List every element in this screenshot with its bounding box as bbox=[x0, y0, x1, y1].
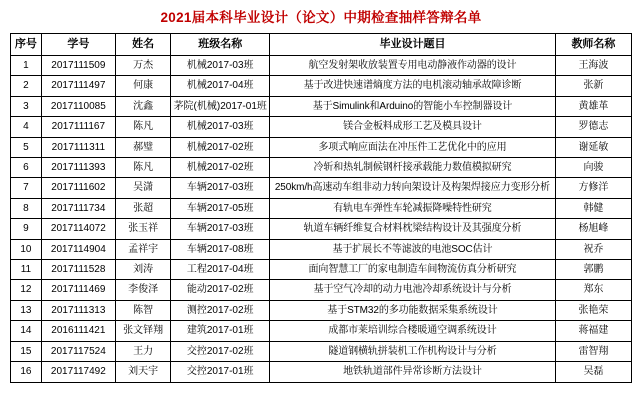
table-row bbox=[11, 76, 632, 96]
cell-class: 机械2017-03班 bbox=[171, 56, 270, 76]
cell-name: 郝璧 bbox=[115, 137, 171, 157]
column-header-teacher: 教师名称 bbox=[555, 34, 631, 56]
cell-index: 8 bbox=[11, 198, 42, 218]
column-header-class: 班级名称 bbox=[171, 34, 270, 56]
table-row bbox=[11, 260, 632, 280]
cell-teacher: 郭鹏 bbox=[555, 260, 631, 280]
cell-name: 陈智 bbox=[115, 300, 171, 320]
cell-topic: 基于Simulink和Arduino的智能小车控制器设计 bbox=[270, 96, 556, 116]
table-row bbox=[11, 362, 632, 382]
cell-topic: 成都市莱培训综合楼暖通空调系统设计 bbox=[270, 321, 556, 341]
cell-index: 4 bbox=[11, 117, 42, 137]
table-row bbox=[11, 137, 632, 157]
cell-teacher: 吴磊 bbox=[555, 362, 631, 382]
table-row bbox=[11, 280, 632, 300]
cell-index: 14 bbox=[11, 321, 42, 341]
cell-class: 机械2017-04班 bbox=[171, 76, 270, 96]
cell-teacher: 祝乔 bbox=[555, 239, 631, 259]
cell-teacher: 黄雄革 bbox=[555, 96, 631, 116]
cell-topic: 基于空气冷却的动力电池冷却系统设计与分析 bbox=[270, 280, 556, 300]
cell-topic: 冷斩和热轧制候钢杆接承载能力数值模拟研究 bbox=[270, 158, 556, 178]
cell-name: 刘天宇 bbox=[115, 362, 171, 382]
cell-index: 11 bbox=[11, 260, 42, 280]
cell-class: 交控2017-02班 bbox=[171, 341, 270, 361]
page-title: 2021届本科毕业设计（论文）中期检查抽样答辩名单 bbox=[160, 10, 482, 25]
table-row bbox=[11, 178, 632, 198]
cell-teacher: 郑东 bbox=[555, 280, 631, 300]
cell-student-id: 2017111313 bbox=[41, 300, 115, 320]
table-row bbox=[11, 239, 632, 259]
cell-index: 9 bbox=[11, 219, 42, 239]
cell-student-id: 2017111602 bbox=[41, 178, 115, 198]
cell-teacher: 王海波 bbox=[555, 56, 631, 76]
cell-topic: 地铁轨道部件异常诊断方法设计 bbox=[270, 362, 556, 382]
cell-teacher: 蒋福建 bbox=[555, 321, 631, 341]
cell-teacher: 方修洋 bbox=[555, 178, 631, 198]
table-row bbox=[11, 56, 632, 76]
table-row bbox=[11, 117, 632, 137]
cell-index: 16 bbox=[11, 362, 42, 382]
cell-student-id: 2017111393 bbox=[41, 158, 115, 178]
cell-student-id: 2017110085 bbox=[41, 96, 115, 116]
cell-teacher: 张艳荣 bbox=[555, 300, 631, 320]
cell-class: 机械2017-02班 bbox=[171, 158, 270, 178]
cell-name: 张玉祥 bbox=[115, 219, 171, 239]
cell-name: 李俊泽 bbox=[115, 280, 171, 300]
cell-topic: 面向智慧工厂的家电制造车间物流仿真分析研究 bbox=[270, 260, 556, 280]
column-header-name: 姓名 bbox=[115, 34, 171, 56]
table-row bbox=[11, 341, 632, 361]
cell-teacher: 向骏 bbox=[555, 158, 631, 178]
cell-teacher: 杨旭峰 bbox=[555, 219, 631, 239]
table-row bbox=[11, 198, 632, 218]
cell-topic: 基于STM32的多功能数据采集系统设计 bbox=[270, 300, 556, 320]
cell-class: 建筑2017-01班 bbox=[171, 321, 270, 341]
cell-index: 3 bbox=[11, 96, 42, 116]
cell-student-id: 2017111311 bbox=[41, 137, 115, 157]
cell-topic: 镁合金板料成形工艺及模具设计 bbox=[270, 117, 556, 137]
cell-topic: 250km/h高速动车组非动力转向架设计及构架焊接应力变形分析 bbox=[270, 178, 556, 198]
cell-index: 7 bbox=[11, 178, 42, 198]
cell-topic: 有轨电车弹性车轮减振降噪特性研究 bbox=[270, 198, 556, 218]
cell-student-id: 2017111469 bbox=[41, 280, 115, 300]
cell-class: 交控2017-01班 bbox=[171, 362, 270, 382]
cell-student-id: 2017111509 bbox=[41, 56, 115, 76]
cell-teacher: 张新 bbox=[555, 76, 631, 96]
cell-name: 吴潇 bbox=[115, 178, 171, 198]
cell-teacher: 韩健 bbox=[555, 198, 631, 218]
cell-name: 张文铎翔 bbox=[115, 321, 171, 341]
cell-topic: 基于改进快速谱熵度方法的电机滚动轴承故障诊断 bbox=[270, 76, 556, 96]
cell-topic: 基于扩展长不等滤波的电池SOC估计 bbox=[270, 239, 556, 259]
cell-name: 孟祥宇 bbox=[115, 239, 171, 259]
table-row bbox=[11, 219, 632, 239]
cell-index: 2 bbox=[11, 76, 42, 96]
cell-index: 10 bbox=[11, 239, 42, 259]
cell-name: 万杰 bbox=[115, 56, 171, 76]
cell-student-id: 2017114072 bbox=[41, 219, 115, 239]
column-header-index: 序号 bbox=[11, 34, 42, 56]
column-header-topic: 毕业设计题目 bbox=[270, 34, 556, 56]
cell-topic: 隧道钢横轨拼装机工作机构设计与分析 bbox=[270, 341, 556, 361]
cell-topic: 轨道车辆纤维复合材料枕梁结构设计及其强度分析 bbox=[270, 219, 556, 239]
cell-name: 沈鑫 bbox=[115, 96, 171, 116]
table-row bbox=[11, 300, 632, 320]
cell-index: 15 bbox=[11, 341, 42, 361]
cell-student-id: 2017114904 bbox=[41, 239, 115, 259]
cell-student-id: 2017111734 bbox=[41, 198, 115, 218]
table-header-row bbox=[11, 34, 632, 56]
cell-index: 5 bbox=[11, 137, 42, 157]
cell-student-id: 2017117524 bbox=[41, 341, 115, 361]
cell-class: 机械2017-02班 bbox=[171, 137, 270, 157]
cell-name: 王力 bbox=[115, 341, 171, 361]
column-header-student-id: 学号 bbox=[41, 34, 115, 56]
cell-student-id: 2016111421 bbox=[41, 321, 115, 341]
table-row bbox=[11, 321, 632, 341]
cell-topic: 多项式响应面法在冲压件工艺优化中的应用 bbox=[270, 137, 556, 157]
cell-name: 陈凡 bbox=[115, 117, 171, 137]
cell-name: 陈凡 bbox=[115, 158, 171, 178]
cell-name: 张超 bbox=[115, 198, 171, 218]
cell-index: 1 bbox=[11, 56, 42, 76]
cell-teacher: 罗德志 bbox=[555, 117, 631, 137]
cell-student-id: 2017111497 bbox=[41, 76, 115, 96]
cell-index: 13 bbox=[11, 300, 42, 320]
cell-index: 6 bbox=[11, 158, 42, 178]
table-row bbox=[11, 96, 632, 116]
cell-student-id: 2017111167 bbox=[41, 117, 115, 137]
table-row bbox=[11, 158, 632, 178]
cell-class: 车辆2017-08班 bbox=[171, 239, 270, 259]
cell-class: 机械2017-03班 bbox=[171, 117, 270, 137]
cell-student-id: 2017111528 bbox=[41, 260, 115, 280]
cell-student-id: 2017117492 bbox=[41, 362, 115, 382]
cell-class: 茅院(机械)2017-01班 bbox=[171, 96, 270, 116]
cell-class: 工程2017-04班 bbox=[171, 260, 270, 280]
cell-name: 何康 bbox=[115, 76, 171, 96]
cell-class: 车辆2017-03班 bbox=[171, 178, 270, 198]
cell-class: 测控2017-02班 bbox=[171, 300, 270, 320]
cell-name: 刘涛 bbox=[115, 260, 171, 280]
cell-teacher: 雷智翔 bbox=[555, 341, 631, 361]
cell-teacher: 谢延敏 bbox=[555, 137, 631, 157]
cell-index: 12 bbox=[11, 280, 42, 300]
defense-roster-table bbox=[10, 33, 632, 383]
cell-class: 车辆2017-05班 bbox=[171, 198, 270, 218]
cell-topic: 航空发射架收放装置专用电动静液作动器的设计 bbox=[270, 56, 556, 76]
cell-class: 能动2017-02班 bbox=[171, 280, 270, 300]
cell-class: 车辆2017-03班 bbox=[171, 219, 270, 239]
